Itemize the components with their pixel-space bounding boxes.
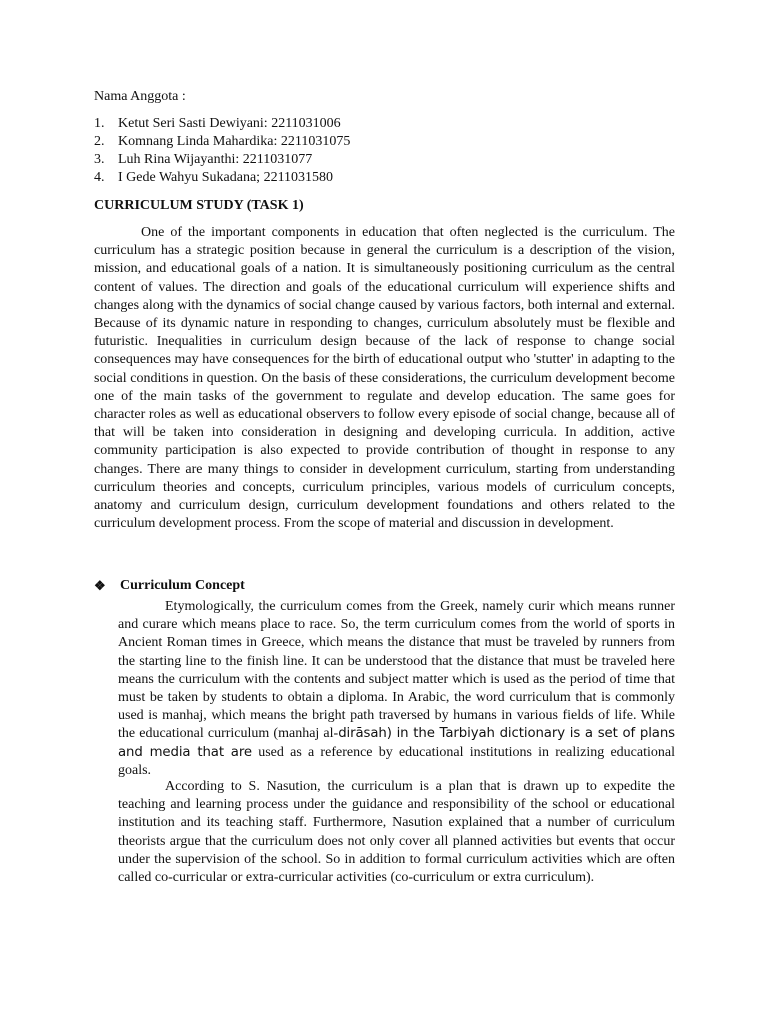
list-number: 1. [94, 116, 105, 131]
members-list [94, 115, 350, 187]
concept-paragraph-2: According to S. Nasution, the curriculum is a plan that is drawn up to expedite the teaching and learning process under the guidance and responsibility of the school or educational institution and its teaching staff. Furthermore, Nasution explained that a number of curriculum theorists argue that the curriculum does not only cover all planned activities but events that occur under the supervision of the school. So in addition to formal curriculum activities which are often called co-curricular or extra-curricular activities (co-curriculum or extra curriculum). [118, 779, 675, 886]
paragraph-text-sans: dirāsah) in the Tarbiyah dictionary is a set of plans and media that are [118, 726, 675, 760]
list-number: 2. [94, 134, 105, 149]
paragraph-text: used as a reference by educational institutions in realizing educational goals. [118, 744, 675, 778]
document-title: CURRICULUM STUDY (TASK 1) [94, 198, 304, 213]
list-item [94, 169, 350, 187]
member-text: Luh Rina Wijayanthi: 2211031077 [118, 152, 313, 167]
section-heading-text: Curriculum Concept [120, 578, 245, 593]
diamond-bullet-icon: ❖ [94, 578, 106, 593]
concept-paragraph-1 [118, 598, 675, 780]
member-text: Komnang Linda Mahardika: 2211031075 [118, 134, 351, 149]
intro-paragraph: One of the important components in education that often neglected is the curriculum. The curriculum has a strategic position because in general the curriculum is a description of the vision, mission, and educational goals of a nation. It is simultaneously positioning curriculum as the central content of values. The direction and goals of the educational curriculum will experience shifts and changes along with the dynamics of social change caused by various factors, both internal and external. Because of its dynamic nature in responding to changes, curriculum absolutely must be flexible and futuristic. Inequalities in curriculum design because of the lack of response to change social consequences may have consequences for the birth of educational output who 'stutter' in adapting to the social conditions in question. On the basis of these considerations, the curriculum development become one of the main tasks of the government to regulate and develop education. The same goes for character roles as well as educational observers to follow every episode of social change, because all of that will be taken into consideration in designing and developing curricula. In addition, active community participation is also expected to provide contribution of thought in response to any changes. There are many things to consider in development curriculum, starting from understanding curriculum theories and concepts, curriculum principles, various models of curriculum concepts, anatomy and curriculum design, curriculum development foundations and others related to the curriculum development process. From the scope of material and discussion in development. [94, 225, 675, 532]
list-item [94, 151, 350, 169]
members-label: Nama Anggota : [94, 89, 186, 104]
list-item [94, 115, 350, 133]
list-item [94, 133, 350, 151]
list-number: 3. [94, 152, 105, 167]
section-heading [94, 578, 245, 594]
list-number: 4. [94, 170, 105, 185]
member-text: I Gede Wahyu Sukadana; 2211031580 [118, 170, 334, 185]
paragraph-text: Etymologically, the curriculum comes from the Greek, namely curir which means runner and curare which means place to race. So, the term curriculum comes from the world of sports in Ancient Roman times in Greece, which means the distance that must be traveled by runners from the starting line to the finish line. It can be understood that the distance that must be traveled here means the curriculum with the contents and subject matter which is used as the period of time that must be taken by students to obtain a diploma. In Arabic, the word curriculum that is commonly used is manhaj, which means the bright path traversed by humans in various fields of life. While the educational curriculum (manhaj al- [118, 599, 675, 742]
member-text: Ketut Seri Sasti Dewiyani: 2211031006 [118, 116, 341, 131]
